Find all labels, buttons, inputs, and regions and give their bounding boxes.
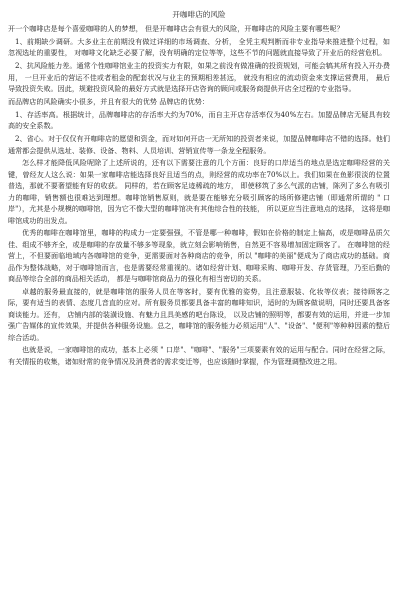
paragraph-location: 怎么样才能降低风险呢除了上述所说的，还有以下需要注意的几个方面：良好的口岸适当的地点是选定咖啡经营的关键，曾经友人这么说：如果一家咖啡店能选择良好且适当的点，则经营的成功率在70%以上。我们如果在鱼影很淡的位置普选，那就不要奢望能有好的收获。 同样的，若在顾客足迹稀疏的地方， 即使移筑了多么气派的店铺，陈列了多么有吸引力的咖啡，销售额也很难达到理想。咖啡馆销售原则，就是要在能够充分吸引顾客的场所修建店铺（即通常所谓的 " 口岸"），尤其是小规模的咖啡馆，因为它不像大型的咖啡馆决有其他综合性的技能， 所以更应当注意地点的选择， 这将是咖啡馆成功的出发点。 — [8, 158, 390, 225]
paragraph-service: 卓越的服务最直接的，就是咖啡馆的服务人员在等客时，要有优雅的姿势，且注意服装、化妆等仪表；接待顾客之际，要有适当的表情、态度几音直的应对。所有服务员都要具备丰富的咖啡知识，适时的为顾客做说明，同时还要具备客商谈能力。还有， 店铺内部的装潢设施、有魅力且具美感的吧台陈设， 以及店铺的照明等，都要有效的运用，并进一步加强广告媒体的宣传效果，并提供各种服务设施。总之，咖啡馆的服务能力必须运用"人"、"设备"、"便利"等种种因素的整后综合活动。 — [8, 286, 390, 342]
page-title: 开咖啡店的风险 — [172, 10, 226, 19]
paragraph-survival-rate: 1、存活率高。根据统计，品牌咖啡店的存活率大约为70%，而自主开店存活率仅为40%左右。加盟品牌店无疑具有较高的安全系数。 — [8, 109, 390, 131]
paragraph-low-risk-resistance: 2、抗风险能力差。通常个性咖啡馆业主的投资实力有限，如果之前没有做准确的投资规划，可能会犒其所有投入开办费用， 一旦开业后的营运不佳或者租金的配套状况与业主的预期相差甚远， 就没有相应的流动资金来支撑运营费用， 最后导致投资失败。因此，规避投资风险的最好方式就是选择开店咨询的顾问或服务商提供开店全过程的专业指导。 — [8, 61, 390, 94]
paragraph-worry-free: 2、省心。对于仅仅有开咖啡店的愿望和资金，而对如何开店一无所知的投资者来说，加盟品牌咖啡店不错的选择。他们通常都会提供从选址、装修、设备、物料、人员培训、营销宣传等一条龙全程服务。 — [8, 134, 390, 155]
paragraph-intro: 开一个咖啡店是每个喜爱咖啡的人的梦想， 但是开咖啡店会有很大的风险，开咖啡店的风险主要有哪些呢？ — [8, 24, 344, 33]
paragraph-coffee-quality: 优秀的咖啡在咖啡馆里，咖啡的构成力一定要强强，不管是哪一种咖啡，假如在价格的制定上偏高，或是咖啡品质欠佳、组成不够齐全，或是咖啡的存放量不够多等现象，就立刻会影响销售，自然更不容易增加固定顾客了。 在咖啡馆的经营上，不但要面临地域内各咖啡馆的竞争，更需要面对各种商店的竞争，所以 "咖啡的美丽"便成为了商店成功的基础。商品作为整体战略，对于咖啡馆而言，也是需要经常重视的。诸如经营计划、咖啡采购、咖啡开发、存货管理，乃至后勤的商品等综合全部的商品相关活动， 都是与咖啡馆商品力的强化有相当密切的关系。 — [8, 228, 390, 284]
paragraph-brand-advantages: 而品牌店的风险确实小很多，并且有很大的优势 品牌店的优势： — [8, 96, 209, 106]
paragraph-conclusion: 也就是说，一家咖啡馆的成功，基本上必须 " 口岸"、"咖啡"、"服务"三项要素有效的运用与配合。同时在经营之际，有关情报的收集，诸如财常的竞争情况及消费者的需求变迁等，也应该随时掌握，作为管理调整改进之用。 — [8, 345, 390, 366]
paragraph-lack-of-research: 1、前期缺少调研。大多业主在前期没有做过详细的市场调查、分析， 全凭主观判断而非专业指导来推进整个过程，如忽视选址的重要性， 对咖啡文化缺乏必要了解，没有明确的定位等等，这些不节的问题就直接导致了开业后的经营危机。 — [8, 36, 390, 58]
